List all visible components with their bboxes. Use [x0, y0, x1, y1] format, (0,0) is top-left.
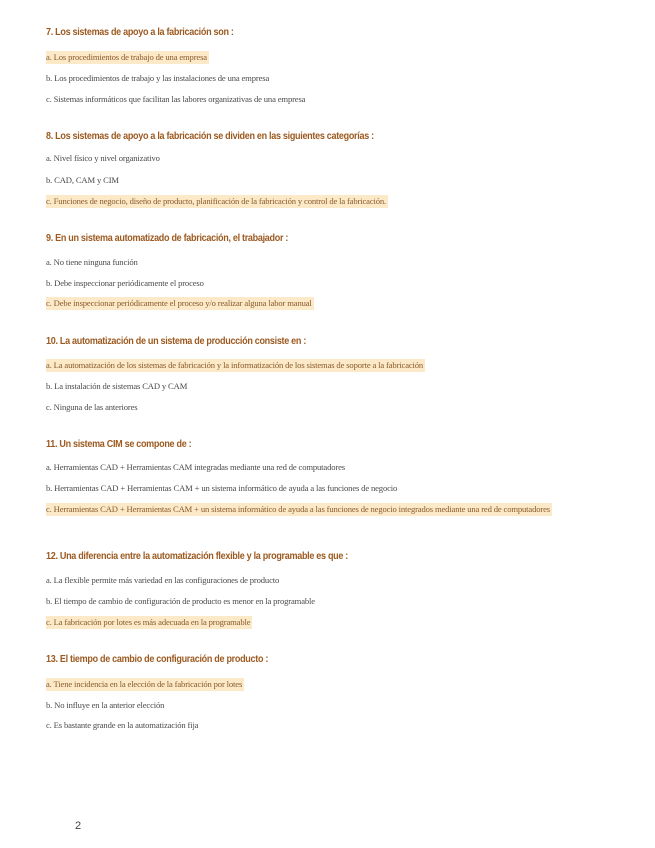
question-9: [46, 231, 616, 308]
answer-option-c: [46, 617, 252, 627]
question-12: [46, 549, 616, 627]
answer-option-c: [46, 720, 198, 730]
answer-option-c: [46, 504, 610, 514]
answer-text: b. Los procedimientos de trabajo y las instalaciones de una empresa: [46, 73, 270, 83]
answer-option-a: [46, 360, 425, 370]
question-title: 13. El tiempo de cambio de configuración de producto :: [46, 653, 269, 665]
answer-text: a. La flexible permite más variedad en las configuraciones de producto: [46, 575, 280, 585]
answer-text-highlighted: a. Tiene incidencia en la elección de la fabricación por lotes: [46, 679, 243, 689]
answer-text: b. Herramientas CAD + Herramientas CAM + un sistema informático de ayuda a las funciones de negocio: [46, 483, 398, 493]
answer-text: a. Nivel físico y nivel organizativo: [46, 153, 160, 163]
answer-option-c: [46, 94, 305, 104]
answer-option-c: [46, 196, 388, 206]
question-10: [46, 334, 616, 412]
answer-text: a. Herramientas CAD + Herramientas CAM integradas mediante una red de computadores: [46, 462, 345, 472]
answer-option-b: [46, 381, 187, 391]
answer-option-c: [46, 402, 138, 412]
question-title: 7. Los sistemas de apoyo a la fabricación son :: [46, 26, 234, 38]
answer-option-c: [46, 298, 314, 308]
question-7: [46, 25, 616, 104]
answer-text-highlighted: a. La automatización de los sistemas de fabricación y la informatización de los sistemas de soporte a la fabricación: [46, 360, 424, 370]
answer-option-b: [46, 278, 204, 288]
answer-text: c. Sistemas informáticos que facilitan las labores organizativas de una empresa: [46, 94, 306, 104]
question-title: 10. La automatización de un sistema de producción consiste en :: [46, 335, 307, 347]
page-number: 2: [75, 820, 82, 832]
answer-text: b. No influye en la anterior elección: [46, 700, 165, 710]
answer-option-a: [46, 153, 160, 163]
answer-option-b: [46, 596, 315, 606]
question-8: [46, 129, 616, 206]
answer-text: b. CAD, CAM y CIM: [46, 175, 119, 185]
answer-text: b. Debe inspeccionar periódicamente el proceso: [46, 278, 204, 288]
question-title: 12. Una diferencia entre la automatización flexible y la programable es que :: [46, 550, 349, 562]
answer-option-b: [46, 483, 397, 493]
answer-option-a: [46, 575, 279, 585]
answer-option-a: [46, 679, 244, 689]
answer-option-b: [46, 700, 164, 710]
answer-text: a. No tiene ninguna función: [46, 257, 138, 267]
answer-text-highlighted: c. Funciones de negocio, diseño de producto, planificación de la fabricación y control de la fabricación.: [46, 196, 387, 206]
question-11: [46, 437, 616, 514]
answer-text-highlighted: c. Debe inspeccionar periódicamente el proceso y/o realizar alguna labor manual: [46, 298, 312, 308]
question-title: 11. Un sistema CIM se compone de :: [46, 438, 192, 450]
question-title: 8. Los sistemas de apoyo a la fabricación se dividen en las siguientes categorías :: [46, 130, 374, 142]
answer-text: b. La instalación de sistemas CAD y CAM: [46, 381, 188, 391]
answer-text-highlighted: c. La fabricación por lotes es más adecuada en la programable: [46, 617, 251, 627]
question-title: 9. En un sistema automatizado de fabricación, el trabajador :: [46, 232, 289, 244]
answer-text: c. Es bastante grande en la automatización fija: [46, 720, 199, 730]
question-13: [46, 652, 616, 730]
answer-option-a: [46, 257, 138, 267]
answer-text: c. Ninguna de las anteriores: [46, 402, 138, 412]
answer-option-a: [46, 52, 209, 62]
answer-text-highlighted: c. Herramientas CAD + Herramientas CAM + un sistema informático de ayuda a las funciones de negocio integrados mediante una red de computadores: [46, 504, 550, 514]
answer-option-a: [46, 462, 345, 472]
answer-option-b: [46, 175, 119, 185]
answer-text-highlighted: a. Los procedimientos de trabajo de una empresa: [46, 52, 207, 62]
answer-option-b: [46, 73, 269, 83]
answer-text: b. El tiempo de cambio de configuración de producto es menor en la programable: [46, 596, 315, 606]
